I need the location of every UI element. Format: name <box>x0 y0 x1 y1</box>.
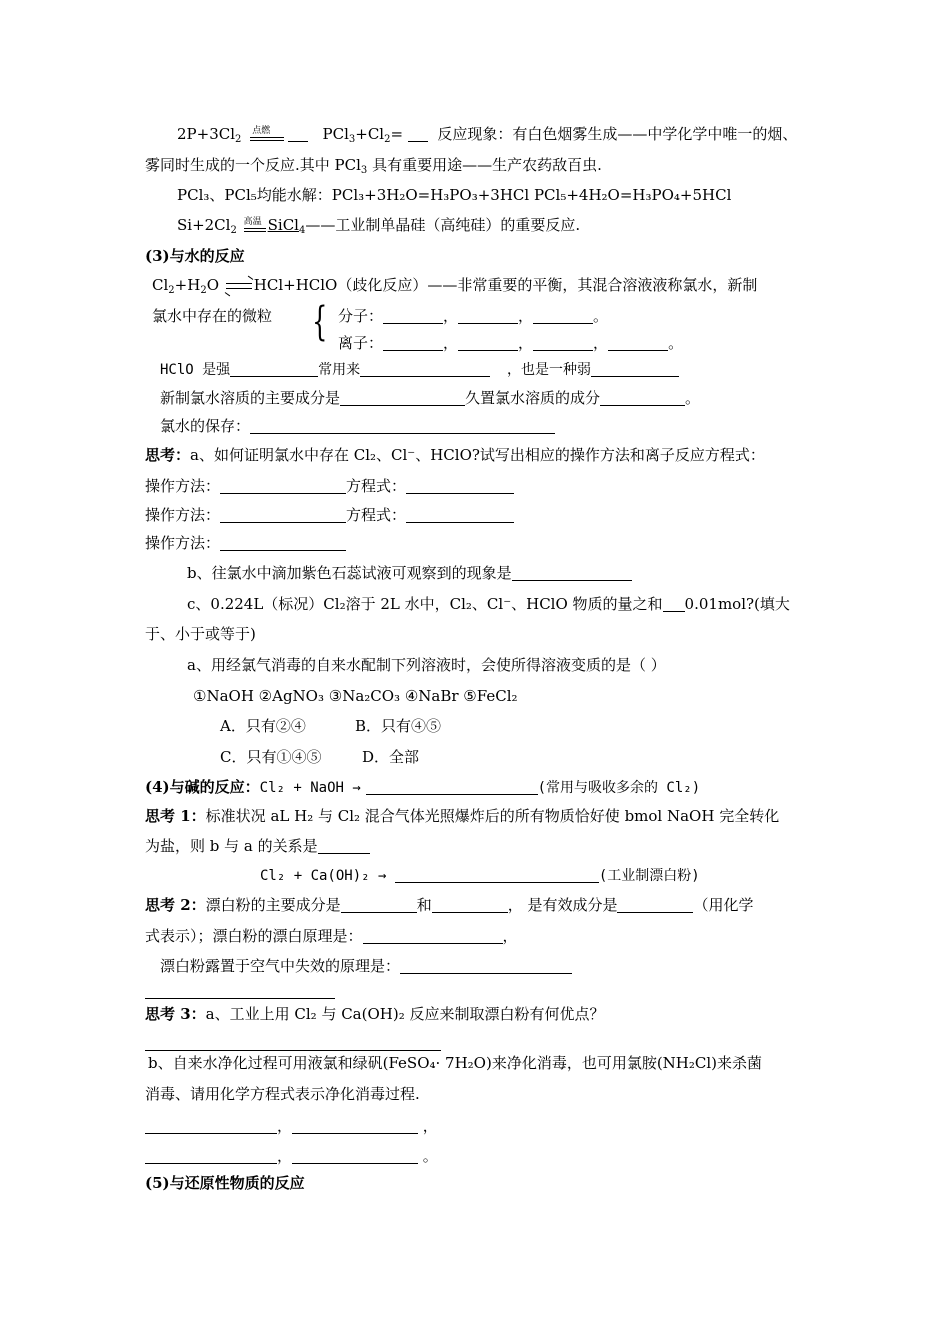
think-question: 思考：a、如何证明氯水中存在 Cl₂、Cl⁻、HClO?试写出相应的操作方法和离子反应方程式： <box>145 446 765 464</box>
mcq-stem: a、用经氯气消毒的自来水配制下列溶液时，会使所得溶液变质的是（ ） <box>187 656 666 674</box>
hclo-properties: HClO 是强 常用来 ，也是一种弱 <box>160 360 679 380</box>
reaction-p-cl2: $2P+3Cl_2$ 点燃 $PCl_3+Cl_2=$ 反应现象：有白色烟雾生成——中学化学中唯一的烟、 <box>177 125 798 145</box>
think-3-b-cont: 消毒、请用化学方程式表示净化消毒过程. <box>145 1085 420 1103</box>
think-2: 思考 2：漂白粉的主要成分是 和 ， 是有效成分是 （用化学 <box>145 896 754 914</box>
chlorine-water-storage: 氯水的保存： <box>160 416 555 436</box>
amount-question-cont: 于、小于或等于) <box>145 625 256 643</box>
operation-row-3: 操作方法： <box>145 533 346 553</box>
reaction-si-cl2: $Si+2Cl_2$ 高温 SiCl$_4$——工业制单晶硅（高纯硅）的重要反应. <box>177 216 581 236</box>
litmus-question: b、往氯水中滴加紫色石蕊试液可观察到的现象是 <box>187 563 632 583</box>
reversible-arrow-icon <box>224 276 254 296</box>
section-5-title: (5)与还原性物质的反应 <box>145 1174 305 1192</box>
mcq-choice-d: D．全部 <box>362 748 420 766</box>
particles-label: 氯水中存在的微粒 <box>152 307 273 325</box>
think-3-b: b、自来水净化过程可用液氯和绿矾(FeSO₄· 7H₂O)来净化消毒，也可用氯胺(NH₂Cl)来杀菌 <box>148 1054 763 1072</box>
caoh2-reaction: Cl₂ + Ca(OH)₂ → (工业制漂白粉) <box>260 868 700 884</box>
answer-line <box>145 1050 441 1051</box>
chlorine-water-equilibrium: $Cl_2+H_2O$ HCl+HClO（歧化反应）——非常重要的平衡，其混合溶液液称氯水，新制 <box>152 276 758 296</box>
equation-blanks-1: ， ， <box>145 1116 438 1136</box>
pcl3-usage: 雾同时生成的一个反应.其中 PCl$_3$ 具有重要用途——生产农药敌百虫. <box>145 156 602 176</box>
operation-row-2: 操作方法： 方程式： <box>145 505 514 525</box>
mcq-options: ①NaOH ②AgNO₃ ③Na₂CO₃ ④NaBr ⑤FeCl₂ <box>193 687 518 705</box>
amount-question: c、0.224L（标况）Cl₂溶于 2L 水中，Cl₂、Cl⁻、HClO 物质的量之和 0.01mol?(填大 <box>187 595 790 613</box>
mcq-choice-b: B．只有④⑤ <box>355 717 442 735</box>
think-1: 思考 1：标准状况 aL H₂ 与 Cl₂ 混合气体光照爆炸后的所有物质恰好使 bmol NaOH 完全转化 <box>145 807 780 825</box>
ions-row: 离子： ， ， ， 。 <box>338 334 684 352</box>
section-4-row: (4)与碱的反应：Cl₂ + NaOH → (常用与吸收多余的 Cl₂) <box>145 778 701 796</box>
molecules-row: 分子： ， ， 。 <box>338 307 609 325</box>
equation-blanks-2: ， 。 <box>145 1146 438 1166</box>
section-3-title: (3)与水的反应 <box>145 247 245 265</box>
hydrolysis-equations: PCl₃、PCl₅均能水解：PCl₃+3H₂O=H₃PO₃+3HCl PCl₅+4H₂O=H₃PO₄+5HCl <box>177 186 732 204</box>
mcq-choice-c: C．只有①④⑤ <box>220 748 322 766</box>
bleach-failure: 漂白粉露置于空气中失效的原理是： <box>160 956 572 976</box>
think-2-cont: 式表示）；漂白粉的漂白原理是： ， <box>145 927 518 945</box>
think-3: 思考 3：a、工业上用 Cl₂ 与 Ca(OH)₂ 反应来制取漂白粉有何优点？ <box>145 1005 605 1023</box>
think-1-cont: 为盐，则 b 与 a 的关系是 <box>145 836 370 856</box>
chlorine-water-components: 新制氯水溶质的主要成分是 久置氯水溶质的成分 。 <box>160 389 701 407</box>
brace-icon: { <box>312 299 328 345</box>
answer-line <box>145 998 335 999</box>
condition-ignite: 点燃 <box>246 125 288 145</box>
operation-row-1: 操作方法： 方程式： <box>145 476 514 496</box>
mcq-choice-a: A．只有②④ <box>220 717 306 735</box>
condition-high-temp: 高温 <box>242 216 268 236</box>
